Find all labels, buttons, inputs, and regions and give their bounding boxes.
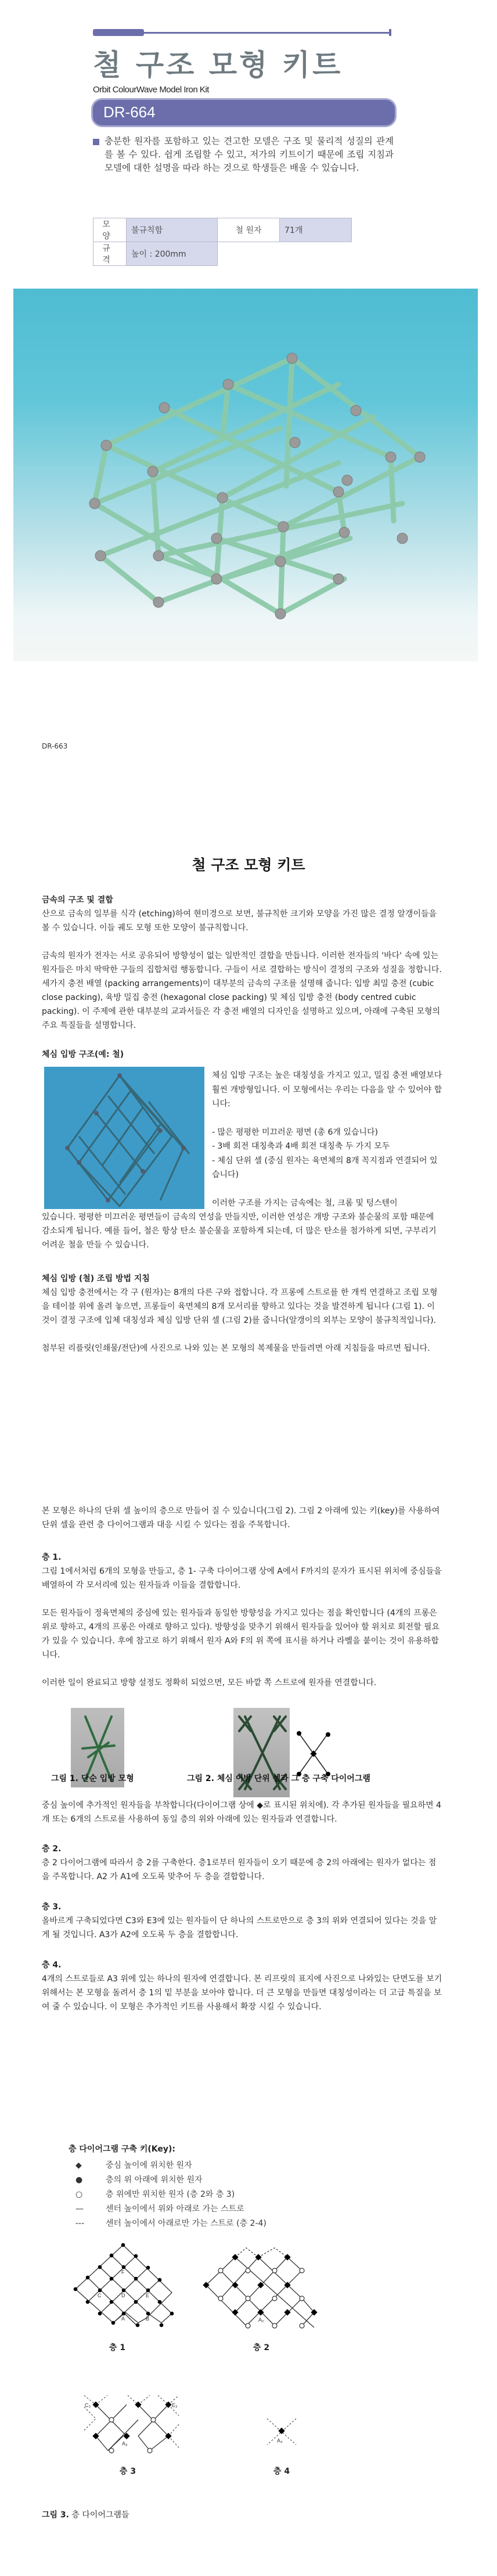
section-heading: 체심 입방 구조(예: 철) [42, 1050, 124, 1059]
product-intro [93, 135, 394, 175]
bullet-item: - 3배 회전 대칭축과 4배 회전 대칭축 두 가지 모두 [212, 1142, 390, 1151]
spec-label: 규격 [93, 242, 127, 266]
section-heading: 층 4. [42, 1960, 62, 1970]
document-title: 철 구조 모형 키트 [192, 857, 305, 873]
paragraph: 체심 입방 충전에서는 각 구 (원자)는 8개의 다른 구와 접합니다. 각 프롱에 스트로를 한 개씩 연결하고 조립 모형을 테이블 위에 올려 놓으면, 프롱들이 육면체의 8개 모서리를 향하고 있다는 것을 발견하게 됩니다 (그림 1). 이것이 결정 구조에 입체 대칭성과 체심 입방 단위 셀 (그림 2)를 줍니다(알갱이의 외부는 모양이 불규칙적입니다). [42, 1288, 438, 1325]
bcc-description [212, 1068, 444, 1210]
paragraph: 체심 입방 구조는 높은 대칭성을 가지고 있고, 밀집 충전 배열보다 훨씬 개방형입니다. 이 모형에서는 우리는 다음을 알 수 있어야 합니다: [212, 1071, 442, 1109]
point-label-e: E [146, 2293, 150, 2298]
layer-3-diagram [81, 2390, 180, 2459]
spec-row [93, 218, 352, 242]
section-heading: 층 2. [42, 1844, 62, 1854]
bcc-lattice-illustration [44, 1067, 204, 1209]
spec-row [93, 242, 352, 266]
point-label-a2: A₂ [258, 2317, 264, 2323]
spec-value: 71개 [280, 218, 352, 242]
intro-text: 충분한 원자를 포함하고 있는 견고한 모델은 구조 및 물리적 성질의 관계를 볼 수 있다. 쉽게 조립할 수 있고, 저가의 키트이기 때문에 조립 지침과 모델에 대한 설명을 따라 하는 것으로 학생들은 배울 수 있습니다. [105, 136, 394, 173]
point-label-c3: C₃ [85, 2402, 91, 2408]
paragraph: 본 모형은 하나의 단위 셀 높이의 층으로 만들어 질 수 있습니다(그림 2). 그림 2 아래에 있는 키(key)를 사용하여 단위 셀을 관련 층 다이어그램과 대응 시킬 수 있다는 점을 주목합니다. [42, 1506, 440, 1530]
hero-lattice-photo [13, 289, 478, 661]
point-label-e3: E₃ [172, 2402, 178, 2408]
lattice-model-illustration [13, 289, 478, 661]
point-label-a4: A₄ [277, 2438, 283, 2444]
model-code: DR-664 [103, 103, 156, 121]
point-label-f: F [121, 2269, 125, 2275]
section-heading: 체심 입방 (철) 조립 방법 지침 [42, 1274, 150, 1283]
figure-2-caption: 그림 2. 체심 이방 단위 셀과 그 층 구축 다이어그램 [187, 1774, 370, 1783]
paragraph: 올바르게 구축되었다면 C3와 E3에 있는 원자들이 단 하나의 스트로만으로 층 3의 위와 연결되어 있다는 것을 알게 될 것입니다. A3가 A2에 오도록 두 층을 결합합니다. [42, 1916, 437, 1940]
point-label-b: B [146, 2316, 150, 2322]
paragraph: 그림 1에서처럼 6개의 모형을 만들고, 층 1- 구축 다이어그램 상에 A에서 F까지의 문자가 표시된 위치에 중심들을 배열하여 각 모서리에 있는 원자들과 이들을 결합합니다. [42, 1567, 442, 1590]
point-label-a3: A₃ [122, 2441, 128, 2447]
paragraph: 이러한 구조를 가지는 금속에는 철, 크롬 및 텅스텐이 [212, 1198, 398, 1208]
paragraph: 모든 원자들이 정육면체의 중심에 있는 원자들과 동일한 방향성을 가지고 있다는 점을 확인합니다 (4개의 프롱은 위로 향하고, 4개의 프롱은 아래로 향하고 있다). 방향성을 맞추기 위해서 원자들을 있어야 할 위치로 회전할 필요가 있을 수 있습니다. 후에 참고로 하기 위해서 원자 A와 F의 위 쪽에 표시를 하거나 라벨을 붙이는 것이 유용하합니다. [42, 1609, 440, 1660]
spec-label: 철 원자 [218, 218, 280, 242]
section-metal-structure [42, 893, 442, 1032]
section-layer4 [42, 1958, 442, 2014]
layer-2-label: 층 2 [253, 2343, 270, 2352]
paragraph: 첨부된 리플릿(인쇄물/전단)에 사진으로 나와 있는 본 모형의 복제물을 만들려면 아래 지침들을 따르면 됩니다. [42, 1344, 430, 1353]
section-bcc-heading [42, 1048, 442, 1062]
spec-value: 불규칙함 [127, 218, 218, 242]
point-label-a: A [121, 2316, 125, 2322]
point-label-d: D [121, 2293, 125, 2298]
section-heading: 층 1. [42, 1553, 62, 1562]
spec-value: 높이 : 200mm [127, 242, 218, 266]
product-subtitle: Orbit ColourWave Model Iron Kit [93, 85, 209, 95]
paragraph: 층 2 다이어그램에 따라서 층 2를 구축한다. 층1로부터 원자들이 오기 때문에 층 2의 아래에는 원자가 없다는 점을 주목합니다. A2 가 A1에 오도록 맞추어 두 층을 결합합니다. [42, 1858, 437, 1881]
section-layer3 [42, 1900, 442, 1942]
key-item: — 센터 높이에서 위와 아래로 가는 스트로 [75, 2204, 244, 2214]
section-layer-intro [42, 1504, 442, 1532]
diagram-key-title: 층 다이어그램 구축 키(Key): [69, 2145, 175, 2154]
layer-1-label: 층 1 [109, 2343, 126, 2352]
key-item: --- 센터 높이에서 아래로만 가는 스트로 (층 2-4) [75, 2219, 266, 2228]
layer-3-label: 층 3 [119, 2467, 136, 2476]
header-decor-bar [93, 29, 395, 37]
document-id: DR-663 [42, 742, 68, 750]
paragraph: 이러한 일이 완료되고 방향 설정도 정확히 되었으면, 모든 바깥 쪽 스트로에 원자를 연결합니다. [42, 1678, 377, 1688]
bullet-item: - 체심 단위 셀 (중심 원자는 육면체의 8개 꼭지점과 연결되어 있습니다) [212, 1156, 438, 1179]
section-heading: 층 3. [42, 1902, 62, 1912]
section-layer1 [42, 1550, 442, 1690]
dashed-line-icon: --- [75, 2219, 85, 2228]
bcc-paragraph-continued [42, 1210, 442, 1252]
paragraph: 산으로 금속의 일부를 식각 (etching)하여 현미경으로 보면, 불규칙한 크기와 모양을 가진 많은 결정 알갱이들을 볼 수 있습니다. 이들 궤도 모형 또한 모양이 불규칙합니다. [42, 909, 437, 933]
spec-table [93, 218, 352, 266]
figure-3-caption: 그림 3. 층 다이어그램들 [42, 2510, 129, 2520]
bcc-model-photo [44, 1067, 204, 1209]
layer-4-label: 층 4 [273, 2467, 290, 2476]
model-code-banner [93, 100, 395, 125]
layer-2-diagram [200, 2242, 322, 2334]
spec-label: 모양 [93, 218, 127, 242]
paragraph: 4개의 스트로들로 A3 위에 있는 하나의 원자에 연결합니다. 본 리프릿의 표지에 사진으로 나와있는 단면도를 보기 위해서는 본 모형을 돌려서 층 1의 밑 부분을 보아야 합니다. 더 큰 모형을 만들면 대칭성이라는 더 고급 특질을 보여 줄 수 있습니다. 이 모형은 추가적인 키트를 사용해서 확장 시킬 수 있습니다. [42, 1974, 442, 2012]
paragraph: 금속의 원자가 전자는 서로 공유되어 방향성이 없는 일반적인 결합을 만듭니다. 이러한 전자들의 '바다' 속에 있는 원자들은 마치 딱딱한 구들의 집합처럼 행동합니다. 구들이 서로 결합하는 방식이 결정의 구조와 성질을 정합니다. 세가지 충전 배열 (packing arrangements)이 대부분의 금속의 구조를 설명해 줍니다: 입방 최밀 충전 (cubic close packing), 육방 밀집 충전 (hexagonal close packing) 및 체심 입방 충전 (body centred cubic packing). 이 주제에 관한 대부분의 교과서들은 각 충전 배열의 디자인을 설명하고 있으며, 아래에 구축된 모형의 주요 특질들을 설명합니다. [42, 951, 442, 1030]
section-heading: 금속의 구조 및 결합 [42, 895, 113, 905]
section-assembly [42, 1272, 442, 1355]
bullet-item: - 많은 평평한 미끄러운 평면 (총 6개 있습니다) [212, 1127, 378, 1137]
open-circle-icon: ○ [75, 2190, 83, 2199]
figure-1-caption: 그림 1. 단순 입방 모형 [51, 1774, 134, 1783]
layer-4-diagram [264, 2416, 299, 2451]
section-center-atoms [42, 1798, 442, 1826]
product-title: 철 구조 모형 키트 [93, 48, 343, 82]
layer-1-diagram [70, 2242, 180, 2334]
key-item: ◆ 중심 높이에 위치한 원자 [75, 2161, 192, 2170]
solid-line-icon: — [75, 2204, 84, 2214]
section-layer2 [42, 1842, 442, 1884]
filled-circle-icon: ● [75, 2175, 83, 2185]
paragraph: 있습니다. 평평한 미끄러운 평면들이 금속의 연성을 만들지만, 이러한 연성은 개방 구조와 불순물의 포함 때문에 감소되게 됩니다. 예를 들어, 철은 항상 탄소 불순물을 포함하게 되는데, 더 많은 탄소를 첨가하게 되면, 구부리기 어려운 철을 만들 수 있습니다. [42, 1213, 437, 1250]
key-item: ○ 층 위에만 위치한 원자 (층 2와 층 3) [75, 2190, 235, 2199]
paragraph: 중심 높이에 추가적인 원자들을 부착합니다(다이어그램 상에 ◆로 표시된 위치에). 각 추가된 원자들을 필요하면 4개 또는 6개의 스트로를 사용하여 동일 층의 위와 아래에 있는 원자들과 연결합니다. [42, 1801, 441, 1824]
key-item: ● 층의 위 아래에 위치한 원자 [75, 2175, 203, 2185]
square-bullet-icon [93, 139, 99, 145]
point-label-c: C [98, 2293, 102, 2298]
diamond-icon: ◆ [75, 2161, 82, 2170]
